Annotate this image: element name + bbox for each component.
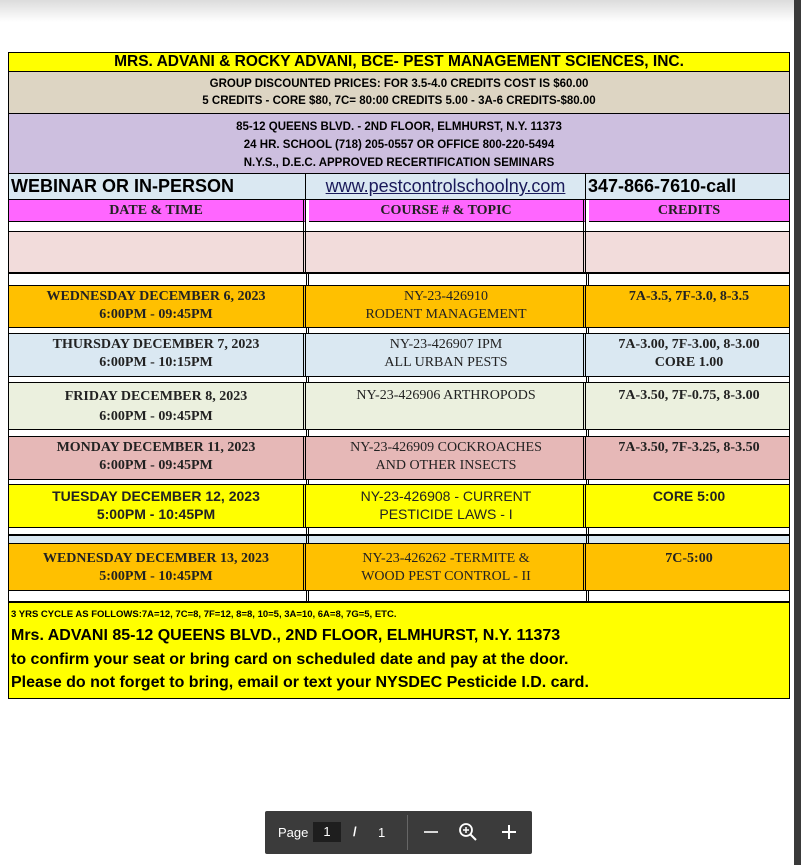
credits-value-core: CORE 1.00 (654, 355, 724, 370)
session-credits-cell (589, 383, 789, 429)
address-block (9, 114, 789, 174)
session-date: FRIDAY DECEMBER 8, 2023 (64, 389, 248, 404)
course-topic: WOOD PEST CONTROL - II (361, 569, 531, 584)
session-time: 6:00PM - 09:45PM (99, 409, 213, 424)
credits-value: 7A-3.5, 7F-3.0, 8-3.5 (628, 289, 750, 304)
session-course-cell (309, 544, 586, 590)
pricing-line-1: GROUP DISCOUNTED PRICES: FOR 3.5-4.0 CREDITS COST IS $60.00 (209, 78, 589, 90)
table-row (9, 383, 789, 429)
session-date-cell (9, 334, 306, 376)
course-topic: RODENT MANAGEMENT (365, 307, 527, 322)
session-credits-cell (589, 334, 789, 376)
minus-icon[interactable] (419, 819, 443, 845)
column-header-date: DATE & TIME (9, 200, 306, 222)
session-date-cell (9, 383, 306, 429)
session-credits-cell (589, 485, 789, 527)
website-link[interactable]: www.pestcontrolschoolny.com (306, 174, 586, 200)
table-row (9, 286, 789, 327)
table-row (9, 437, 789, 479)
pricing-block (9, 72, 789, 114)
session-time: 5:00PM - 10:45PM (99, 569, 213, 584)
column-header-course: COURSE # & TOPIC (309, 200, 586, 222)
course-number: NY-23-426262 -TERMITE & (362, 551, 530, 566)
spacer-row (9, 222, 789, 232)
course-number: NY-23-426910 (404, 289, 488, 304)
row-separator (9, 327, 789, 334)
approval-line: N.Y.S., D.E.C. APPROVED RECERTIFICATION SEMINARS (243, 157, 555, 169)
column-header-credits: CREDITS (589, 200, 789, 222)
credits-value: 7A-3.50, 7F-3.25, 8-3.50 (618, 440, 760, 455)
table-row (9, 334, 789, 376)
credit-cycle-note: 3 YRS CYCLE AS FOLLOWS:7A=12, 7C=8, 7F=12, 8=8, 10=5, 3A=10, 6A=8, 7G=5, ETC. (11, 609, 397, 620)
row-separator (9, 527, 789, 535)
footer-notes (9, 602, 789, 698)
row-separator (9, 429, 789, 437)
session-date-cell (9, 485, 306, 527)
session-course-cell (309, 485, 586, 527)
row-separator (9, 273, 789, 286)
table-row (9, 544, 789, 590)
pricing-line-2: 5 CREDITS - CORE $80, 7C= 80:00 CREDITS 5.00 - 3A-6 CREDITS-$80.00 (202, 95, 596, 107)
row-separator (9, 376, 789, 383)
phone-line: 24 HR. SCHOOL (718) 205-0557 OR OFFICE 800-220-5494 (243, 139, 555, 151)
row-separator (9, 590, 789, 602)
session-date-cell (9, 437, 306, 479)
document-page (8, 52, 790, 699)
session-course-cell (309, 383, 586, 429)
session-course-cell (309, 437, 586, 479)
pdf-page-toolbar (265, 811, 532, 854)
credits-value: 7C-5:00 (665, 551, 713, 566)
course-number: NY-23-426907 IPM (389, 337, 503, 352)
course-topic: ALL URBAN PESTS (384, 355, 508, 370)
table-row (9, 485, 789, 527)
session-time: 5:00PM - 10:45PM (96, 506, 216, 522)
viewer-top-shadow (0, 0, 801, 22)
session-date: THURSDAY DECEMBER 7, 2023 (52, 337, 260, 352)
toolbar-divider (407, 815, 408, 850)
credits-value: 7A-3.00, 7F-3.00, 8-3.00 (618, 337, 760, 352)
empty-row (9, 232, 789, 273)
session-date: WEDNESDAY DECEMBER 6, 2023 (46, 289, 266, 304)
session-time: 6:00PM - 09:45PM (99, 307, 213, 322)
address-line-1: 85-12 QUEENS BLVD. - 2ND FLOOR, ELMHURST, N.Y. 11373 (236, 121, 562, 133)
session-time: 6:00PM - 10:15PM (99, 355, 213, 370)
session-course-cell (309, 334, 586, 376)
course-number: NY-23-426908 - CURRENT (360, 488, 532, 504)
delivery-mode: WEBINAR OR IN-PERSON (9, 174, 306, 200)
footer-confirm: to confirm your seat or bring card on scheduled date and pay at the door. (11, 651, 569, 668)
document-title: MRS. ADVANI & ROCKY ADVANI, BCE- PEST MANAGEMENT SCIENCES, INC. (9, 53, 789, 72)
session-date: MONDAY DECEMBER 11, 2023 (56, 440, 256, 455)
page-number-input[interactable]: 1 (313, 822, 341, 842)
session-date-cell (9, 544, 306, 590)
session-date: WEDNESDAY DECEMBER 13, 2023 (42, 551, 270, 566)
footer-address: Mrs. ADVANI 85-12 QUEENS BLVD., 2ND FLOOR, ELMHURST, N.Y. 11373 (11, 627, 561, 644)
session-time: 6:00PM - 09:45PM (99, 458, 213, 473)
session-credits-cell (589, 544, 789, 590)
contact-phone: 347-866-7610-call (586, 174, 789, 200)
course-number: NY-23-426906 ARTHROPODS (356, 388, 536, 403)
page-label: Page (278, 825, 309, 840)
credits-value: CORE 5:00 (652, 488, 726, 504)
vertical-scrollbar[interactable] (794, 0, 801, 865)
footer-id-card: Please do not forget to bring, email or text your NYSDEC Pesticide I.D. card. (11, 674, 589, 691)
page-separator: / (353, 824, 357, 839)
course-number: NY-23-426909 COCKROACHES (350, 440, 542, 455)
session-course-cell (309, 286, 586, 327)
plus-icon[interactable] (497, 819, 521, 845)
session-credits-cell (589, 286, 789, 327)
session-date: TUESDAY DECEMBER 12, 2023 (52, 488, 260, 504)
course-topic: PESTICIDE LAWS - I (379, 506, 513, 522)
page-total: 1 (378, 825, 386, 840)
course-topic: AND OTHER INSECTS (375, 458, 517, 473)
session-credits-cell (589, 437, 789, 479)
session-date-cell (9, 286, 306, 327)
magnifier-icon[interactable] (456, 819, 480, 845)
credits-value: 7A-3.50, 7F-0.75, 8-3.00 (618, 388, 760, 403)
row-separator (9, 535, 789, 544)
